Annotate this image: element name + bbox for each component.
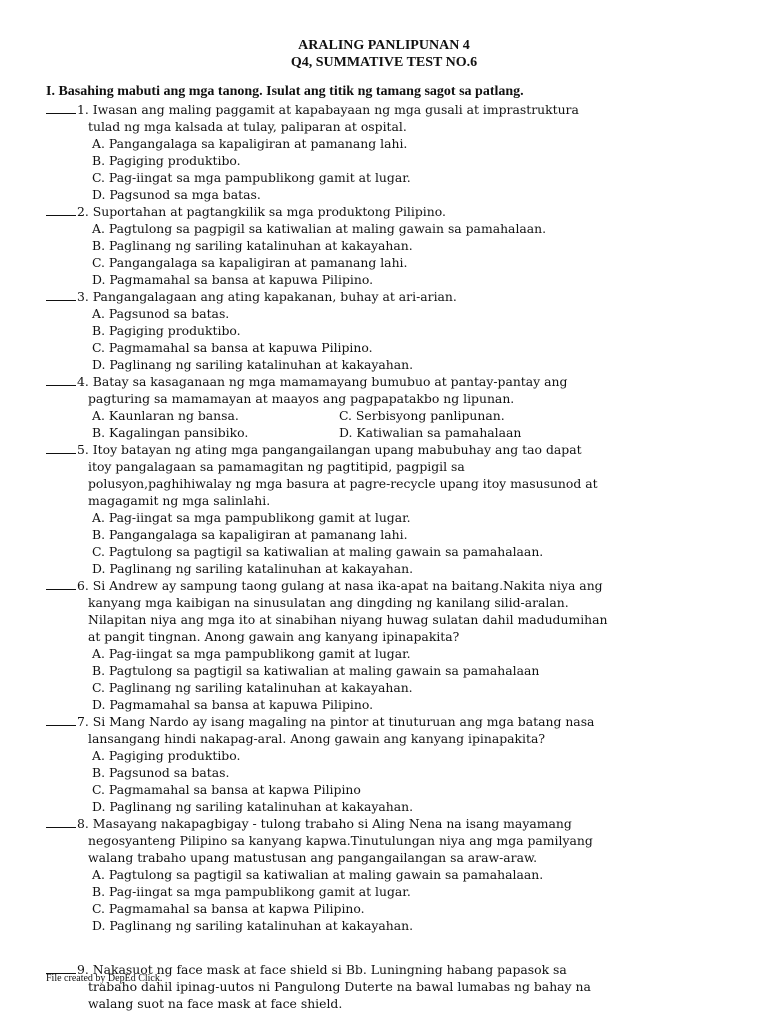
- answer-option: A. Pagiging produktibo.: [92, 748, 241, 763]
- question-text: Pangangalagaan ang ating kapakanan, buhay at ari-arian.: [92, 289, 457, 304]
- question-text: Suportahan at pagtangkilik sa mga produktong Pilipino.: [92, 204, 446, 219]
- question-text: Iwasan ang maling paggamit at kapabayaan ng mga gusali at imprastruktura: [92, 102, 579, 117]
- question-line: [46, 373, 746, 390]
- question-line: [46, 101, 746, 118]
- footer-credit: File created by DepEd Click.: [46, 973, 163, 984]
- answer-option: A. Kaunlaran ng bansa.: [92, 408, 239, 423]
- answer-blank[interactable]: [46, 714, 76, 726]
- question-line: [46, 713, 746, 730]
- question-text-line: lansangang hindi nakapag-aral. Anong gawain ang kanyang ipinapakita?: [88, 731, 546, 746]
- answer-option: D. Pagmamahal sa bansa at kapuwa Pilipino.: [92, 697, 374, 712]
- question-text-line: at pangit tingnan. Anong gawain ang kanyang ipinapakita?: [88, 629, 460, 644]
- answer-option: D. Paglinang ng sariling katalinuhan at kakayahan.: [92, 357, 414, 372]
- answer-option: B. Pagiging produktibo.: [92, 153, 241, 168]
- answer-option: C. Pagmamahal sa bansa at kapwa Pilipino: [92, 782, 361, 797]
- answer-option: B. Pagiging produktibo.: [92, 323, 241, 338]
- question-item: [46, 288, 746, 373]
- answer-blank[interactable]: [46, 102, 76, 114]
- question-text-line: trabaho dahil ipinag-uutos ni Pangulong Duterte na bawal lumabas ng bahay na: [88, 979, 591, 994]
- answer-option: D. Paglinang ng sariling katalinuhan at kakayahan.: [92, 799, 414, 814]
- question-text: Si Andrew ay sampung taong gulang at nasa ika-apat na baitang.Nakita niya ang: [92, 578, 603, 593]
- answer-option: D. Pagmamahal sa bansa at kapuwa Pilipino.: [92, 272, 374, 287]
- question-item: [46, 373, 746, 441]
- question-item: [46, 713, 746, 815]
- page-title: ARALING PANLIPUNAN 4: [298, 38, 470, 53]
- question-text-line: polusyon,paghihiwalay ng mga basura at pagre-recycle upang itoy masusunod at: [88, 476, 598, 491]
- question-text-line: kanyang mga kaibigan na sinusulatan ang dingding ng kanilang silid-aralan.: [88, 595, 569, 610]
- answer-blank[interactable]: [46, 816, 76, 828]
- answer-option: C. Paglinang ng sariling katalinuhan at kakayahan.: [92, 680, 413, 695]
- question-line: [46, 577, 746, 594]
- question-text-line: Nilapitan niya ang mga ito at sinabihan niyang huwag sulatan dahil madudumihan: [88, 612, 608, 627]
- answer-blank[interactable]: [46, 442, 76, 454]
- question-number: 4.: [77, 374, 89, 389]
- answer-option: A. Pag-iingat sa mga pampublikong gamit at lugar.: [92, 510, 411, 525]
- answer-option: B. Pag-iingat sa mga pampublikong gamit at lugar.: [92, 884, 411, 899]
- answer-blank[interactable]: [46, 204, 76, 216]
- answer-option: C. Pagtulong sa pagtigil sa katiwalian at maling gawain sa pamahalaan.: [92, 544, 544, 559]
- question-line: [46, 815, 746, 832]
- answer-option: A. Pangangalaga sa kapaligiran at pamanang lahi.: [92, 136, 408, 151]
- answer-option-row: [46, 424, 746, 441]
- answer-option: B. Pagtulong sa pagtigil sa katiwalian at maling gawain sa pamahalaan: [92, 663, 540, 678]
- answer-option: A. Pag-iingat sa mga pampublikong gamit at lugar.: [92, 646, 411, 661]
- answer-option: B. Kagalingan pansibiko.: [92, 425, 249, 440]
- answer-blank[interactable]: [46, 374, 76, 386]
- answer-option: D. Paglinang ng sariling katalinuhan at kakayahan.: [92, 918, 414, 933]
- answer-option: C. Pagmamahal sa bansa at kapuwa Pilipino.: [92, 340, 373, 355]
- question-item: [46, 961, 746, 1012]
- question-text-line: walang suot na face mask at face shield.: [88, 996, 343, 1011]
- question-item: [46, 441, 746, 577]
- question-text: Itoy batayan ng ating mga pangangailangan upang mabubuhay ang tao dapat: [92, 442, 582, 457]
- question-list: [46, 101, 746, 1012]
- answer-option: B. Paglinang ng sariling katalinuhan at kakayahan.: [92, 238, 413, 253]
- question-text-line: pagturing sa mamamayan at maayos ang pagpapatakbo ng lipunan.: [88, 391, 515, 406]
- question-line: [46, 288, 746, 305]
- answer-option: B. Pagsunod sa batas.: [92, 765, 230, 780]
- question-number: 5.: [77, 442, 89, 457]
- question-number: 8.: [77, 816, 89, 831]
- question-text-line: tulad ng mga kalsada at tulay, paliparan at ospital.: [88, 119, 407, 134]
- answer-option: D. Pagsunod sa mga batas.: [92, 187, 261, 202]
- question-text: Si Mang Nardo ay isang magaling na pintor at tinuturuan ang mga batang nasa: [92, 714, 595, 729]
- question-text-line: walang trabaho upang matustusan ang pangangailangan sa araw-araw.: [88, 850, 538, 865]
- section-gap: [46, 934, 746, 961]
- answer-option: B. Pangangalaga sa kapaligiran at pamanang lahi.: [92, 527, 408, 542]
- question-text: Nakasuot ng face mask at face shield si Bb. Luningning habang papasok sa: [92, 962, 567, 977]
- answer-option-row: [46, 407, 746, 424]
- question-item: [46, 577, 746, 713]
- question-number: 3.: [77, 289, 89, 304]
- question-number: 6.: [77, 578, 89, 593]
- question-number: 2.: [77, 204, 89, 219]
- answer-option: C. Serbisyong panlipunan.: [339, 408, 505, 423]
- answer-option: C. Pag-iingat sa mga pampublikong gamit at lugar.: [92, 170, 411, 185]
- question-item: [46, 815, 746, 934]
- question-text-line: itoy pangalagaan sa pamamagitan ng pagtitipid, pagpigil sa: [88, 459, 465, 474]
- question-item: [46, 203, 746, 288]
- answer-option: C. Pangangalaga sa kapaligiran at pamanang lahi.: [92, 255, 408, 270]
- question-line: [46, 203, 746, 220]
- page-subtitle: Q4, SUMMATIVE TEST NO.6: [290, 55, 478, 70]
- question-line: [46, 441, 746, 458]
- question-number: 1.: [77, 102, 89, 117]
- answer-blank[interactable]: [46, 289, 76, 301]
- answer-option: D. Paglinang ng sariling katalinuhan at kakayahan.: [92, 561, 414, 576]
- answer-blank[interactable]: [46, 578, 76, 590]
- answer-option: D. Katiwalian sa pamahalaan: [339, 425, 522, 440]
- question-text: Batay sa kasaganaan ng mga mamamayang bumubuo at pantay-pantay ang: [92, 374, 568, 389]
- question-text-line: negosyanteng Pilipino sa kanyang kapwa.Tinutulungan niya ang mga pamilyang: [88, 833, 593, 848]
- question-number: 7.: [77, 714, 89, 729]
- answer-option: C. Pagmamahal sa bansa at kapwa Pilipino.: [92, 901, 365, 916]
- answer-option: A. Pagsunod sa batas.: [92, 306, 230, 321]
- instructions: I. Basahing mabuti ang mga tanong. Isulat ang titik ng tamang sagot sa patlang.: [46, 84, 524, 99]
- answer-option: A. Pagtulong sa pagpigil sa katiwalian at maling gawain sa pamahalaan.: [92, 221, 547, 236]
- answer-option: A. Pagtulong sa pagtigil sa katiwalian at maling gawain sa pamahalaan.: [92, 867, 544, 882]
- question-item: [46, 101, 746, 203]
- question-text-line: magagamit ng mga salinlahi.: [88, 493, 271, 508]
- question-text: Masayang nakapagbigay - tulong trabaho si Aling Nena na isang mayamang: [92, 816, 572, 831]
- question-number: 9.: [77, 962, 89, 977]
